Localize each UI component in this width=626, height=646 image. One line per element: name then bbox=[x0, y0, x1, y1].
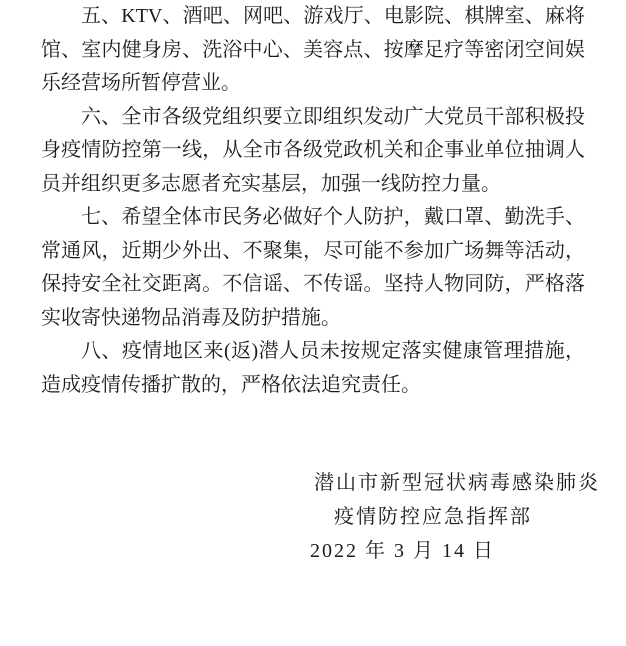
notice-clause-7: 七、希望全体市民务必做好个人防护，戴口罩、勤洗手、常通风，近期少外出、不聚集，尽可能不参加广场舞等活动，保持安全社交距离。不信谣、不传谣。坚持人物同防，严格落实收寄快递物品消毒及防护措施。 bbox=[41, 206, 585, 329]
signature-block bbox=[0, 466, 626, 568]
signature-issuer-line2: 疫情防控应急指挥部 bbox=[334, 506, 532, 528]
notice-clause-8: 八、疫情地区来(返)潜人员未按规定落实健康管理措施，造成疫情传播扩散的，严格依法追究责任。 bbox=[41, 340, 585, 396]
signature-issuer-line1: 潜山市新型冠状病毒感染肺炎 bbox=[314, 472, 600, 494]
signature-date: 2022 年 3 月 14 日 bbox=[310, 540, 495, 562]
notice-clause-6: 六、全市各级党组织要立即组织发动广大党员干部积极投身疫情防控第一线，从全市各级党政机关和企事业单位抽调人员并组织更多志愿者充实基层，加强一线防控力量。 bbox=[41, 105, 585, 195]
notice-clause-5: 五、KTV、酒吧、网吧、游戏厅、电影院、棋牌室、麻将馆、室内健身房、洗浴中心、美容点、按摩足疗等密闭空间娱乐经营场所暂停营业。 bbox=[41, 5, 585, 94]
